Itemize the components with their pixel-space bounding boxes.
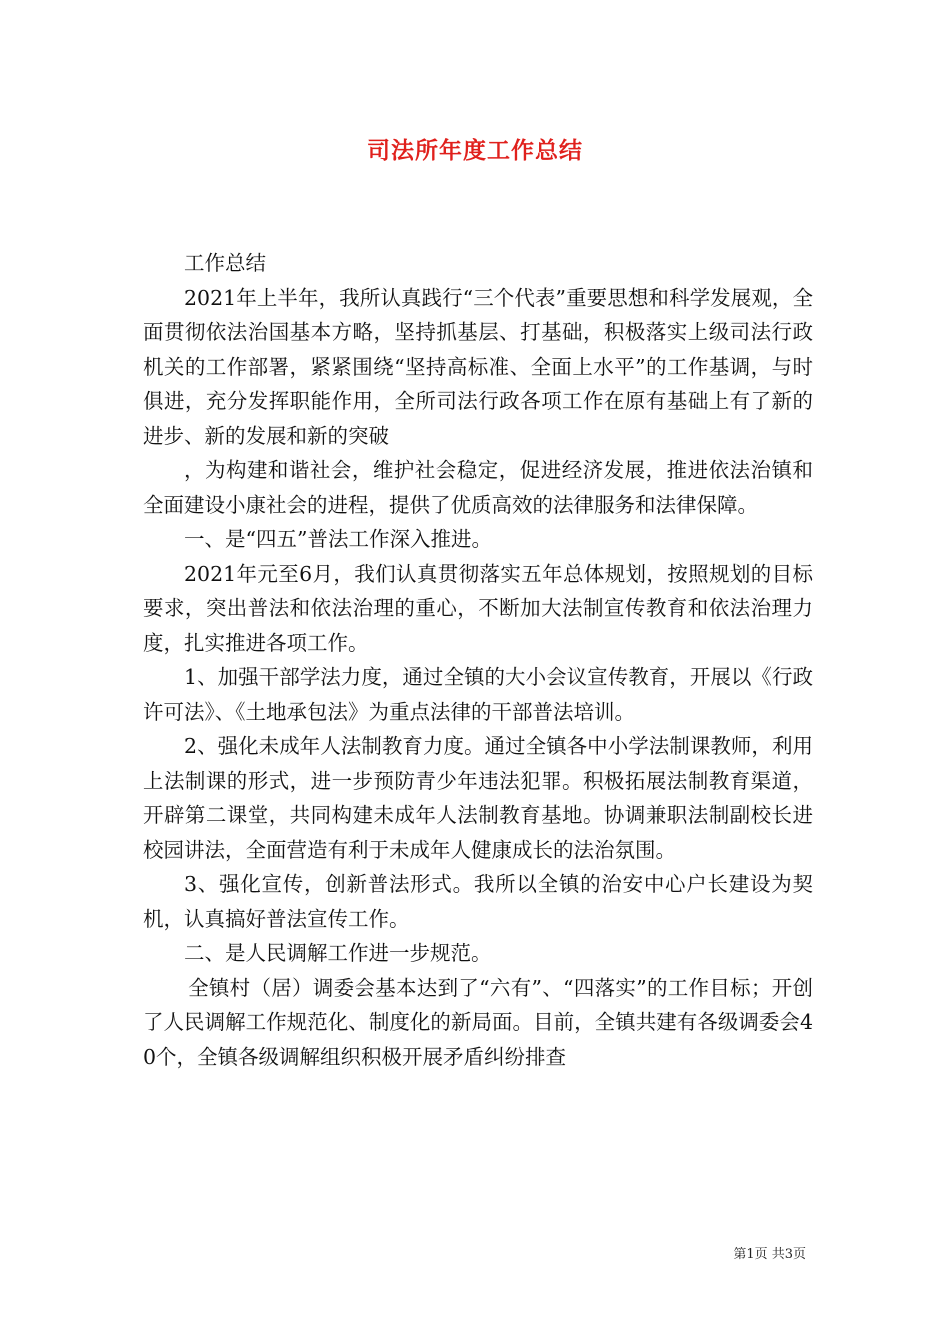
list-item-1: 1、加强干部学法力度，通过全镇的大小会议宣传教育，开展以《行政许可法》、《土地承包法》为重点法律的干部普法培训。: [143, 665, 813, 724]
paragraph-intro: 2021年上半年，我所认真践行“三个代表”重要思想和科学发展观，全面贯彻依法治国基本方略，坚持抓基层、打基础，积极落实上级司法行政机关的工作部署，紧紧围绕“坚持高标准、全面上水平”的工作基调，与时俱进，充分发挥职能作用，全所司法行政各项工作在原有基础上有了新的进步、新的发展和新的突破: [143, 285, 813, 448]
section-heading-2: 二、是人民调解工作进一步规范。: [184, 941, 492, 965]
section-heading-1: 一、是“四五”普法工作深入推进。: [184, 527, 492, 551]
document-title: 司法所年度工作总结: [367, 137, 583, 164]
document-body: [143, 246, 813, 1074]
page-number: 第1页 共3页: [733, 1247, 806, 1262]
paragraph-intro-continued: ，为构建和谐社会，维护社会稳定，促进经济发展，推进依法治镇和全面建设小康社会的进程，提供了优质高效的法律服务和法律保障。: [143, 458, 813, 517]
paragraph-section-2: 全镇村（居）调委会基本达到了“六有”、“四落实”的工作目标；开创了人民调解工作规范化、制度化的新局面。目前，全镇共建有各级调委会40个，全镇各级调解组织积极开展矛盾纠纷排查: [143, 975, 813, 1069]
paragraph-section-1: 2021年元至6月，我们认真贯彻落实五年总体规划，按照规划的目标要求，突出普法和依法治理的重心，不断加大法制宣传教育和依法治理力度，扎实推进各项工作。: [143, 561, 813, 655]
list-item-3: 3、强化宣传，创新普法形式。我所以全镇的治安中心户长建设为契机，认真搞好普法宣传工作。: [143, 872, 813, 931]
list-item-2: 2、强化未成年人法制教育力度。通过全镇各中小学法制课教师，利用上法制课的形式，进一步预防青少年违法犯罪。积极拓展法制教育渠道，开辟第二课堂，共同构建未成年人法制教育基地。协调兼职法制副校长进校园讲法，全面营造有利于未成年人健康成长的法治氛围。: [143, 734, 813, 862]
paragraph-heading: 工作总结: [184, 251, 266, 275]
